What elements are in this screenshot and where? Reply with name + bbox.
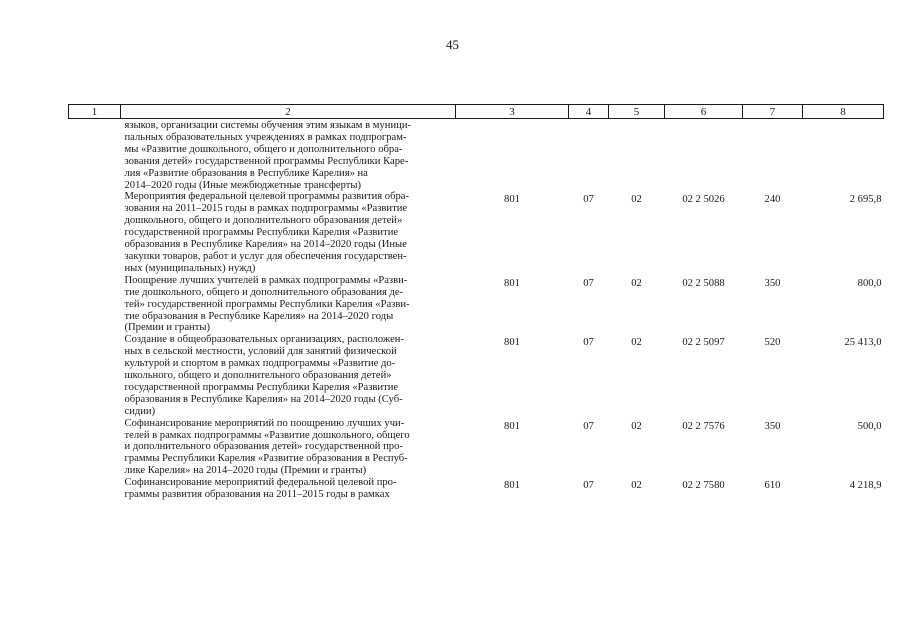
amount-cell: 25 413,0 [844,337,882,349]
row-number-cell [69,119,121,192]
expense-type-cell: 240 [764,194,781,206]
expense-type-cell: 610 [764,480,781,492]
subsection-code-cell: 02 [631,277,642,289]
target-article-cell: 02 2 5026 [682,194,725,206]
table-row [69,334,884,417]
subsection-code-cell: 02 [631,194,642,206]
column-number: 5 [609,105,665,119]
table-row [69,418,884,478]
description-cell: Софинансирование мероприятий по поощрению лучших учи- телей в рамках подпрограммы «Развитие дошкольного, общего и дополнительного образования детей» государственной про- граммы Республики Карелия «Развитие образования в Респуб- лике Карелия» на 2014–2020 годы (Премии и гранты) [124,417,410,477]
expense-type-cell: 520 [764,337,781,349]
budget-table [68,104,884,501]
column-number: 2 [121,105,456,119]
target-article-cell: 02 2 7580 [682,480,725,492]
ministry-code-cell: 801 [504,337,520,349]
column-number-row [69,105,884,119]
expense-type-cell: 350 [764,277,781,289]
subsection-code-cell: 02 [631,480,642,492]
target-article-cell [665,119,743,192]
column-number: 1 [69,105,121,119]
table-header [69,105,884,119]
ministry-code-cell: 801 [504,277,520,289]
section-code-cell: 07 [583,277,594,289]
subsection-code-cell: 02 [631,420,642,432]
ministry-code-cell: 801 [504,194,520,206]
subsection-code-cell: 02 [631,337,642,349]
amount-cell [803,119,884,192]
description-cell: Софинансирование мероприятий федеральной целевой про- граммы развития образования на 2011–2015 годы в рамках [124,477,397,501]
row-number-cell [69,418,121,478]
table-body [69,119,884,502]
table-row [69,191,884,274]
target-article-cell: 02 2 7576 [682,420,725,432]
target-article-cell: 02 2 5088 [682,277,725,289]
section-code-cell: 07 [583,420,594,432]
budget-table-container [68,104,883,501]
ministry-code-cell: 801 [504,480,520,492]
table-row [69,477,884,501]
row-number-cell [69,275,121,335]
target-article-cell: 02 2 5097 [682,337,725,349]
expense-type-cell: 350 [764,420,781,432]
column-number: 6 [665,105,743,119]
expense-type-cell [743,119,803,192]
amount-cell: 4 218,9 [849,480,882,492]
amount-cell: 2 695,8 [849,194,882,206]
section-code-cell: 07 [583,480,594,492]
description-cell: Мероприятия федеральной целевой программы развития обра- зования на 2011–2015 годы в рамках подпрограммы «Развитие дошкольного, общего и дополнительного образования детей» государственной программы Республики Карелия «Развитие образования в Республике Карелия» на 2014–2020 годы (Иные закупки товаров, работ и услуг для обеспечения государствен- ных (муниципальных) нужд) [124,191,409,274]
amount-cell: 500,0 [857,420,882,432]
table-row [69,119,884,192]
ministry-code-cell [456,119,569,192]
table-row [69,275,884,335]
section-code-cell: 07 [583,337,594,349]
column-number: 3 [456,105,569,119]
section-code-cell [569,119,609,192]
section-code-cell: 07 [583,194,594,206]
page-number: 45 [446,37,459,52]
description-cell: Поощрение лучших учителей в рамках подпрограммы «Разви- тие дошкольного, общего и дополнительного образования де- тей» государственной программы Республики Карелия «Разви- тие образования в Республике Карелия» на 2014–2020 годы (Премии и гранты) [124,274,410,334]
row-number-cell [69,334,121,417]
ministry-code-cell: 801 [504,420,520,432]
description-cell: Создание в общеобразовательных организациях, расположен- ных в сельской местности, условий для занятий физической культурой и спортом в рамках подпрограммы «Развитие до- школьного, общего и дополнительного образования детей» государственной программы Республики Карелия «Развитие образования в Республике Карелия» на 2014–2020 годы (Суб- сидии) [124,334,405,417]
column-number: 4 [569,105,609,119]
row-number-cell [69,191,121,274]
column-number: 7 [743,105,803,119]
amount-cell: 800,0 [857,277,882,289]
description-cell: языков, организации системы обучения этим языкам в муници- пальных образовательных учреждениях в рамках подпрограм- мы «Развитие дошкольного, общего и дополнительного обра- зования детей» государственной программы Республики Каре- лия «Развитие образования в Республике Карелия» на 2014–2020 годы (Иные межбюджетные трансферты) [124,120,412,191]
column-number: 8 [803,105,884,119]
subsection-code-cell [609,119,665,192]
row-number-cell [69,477,121,501]
